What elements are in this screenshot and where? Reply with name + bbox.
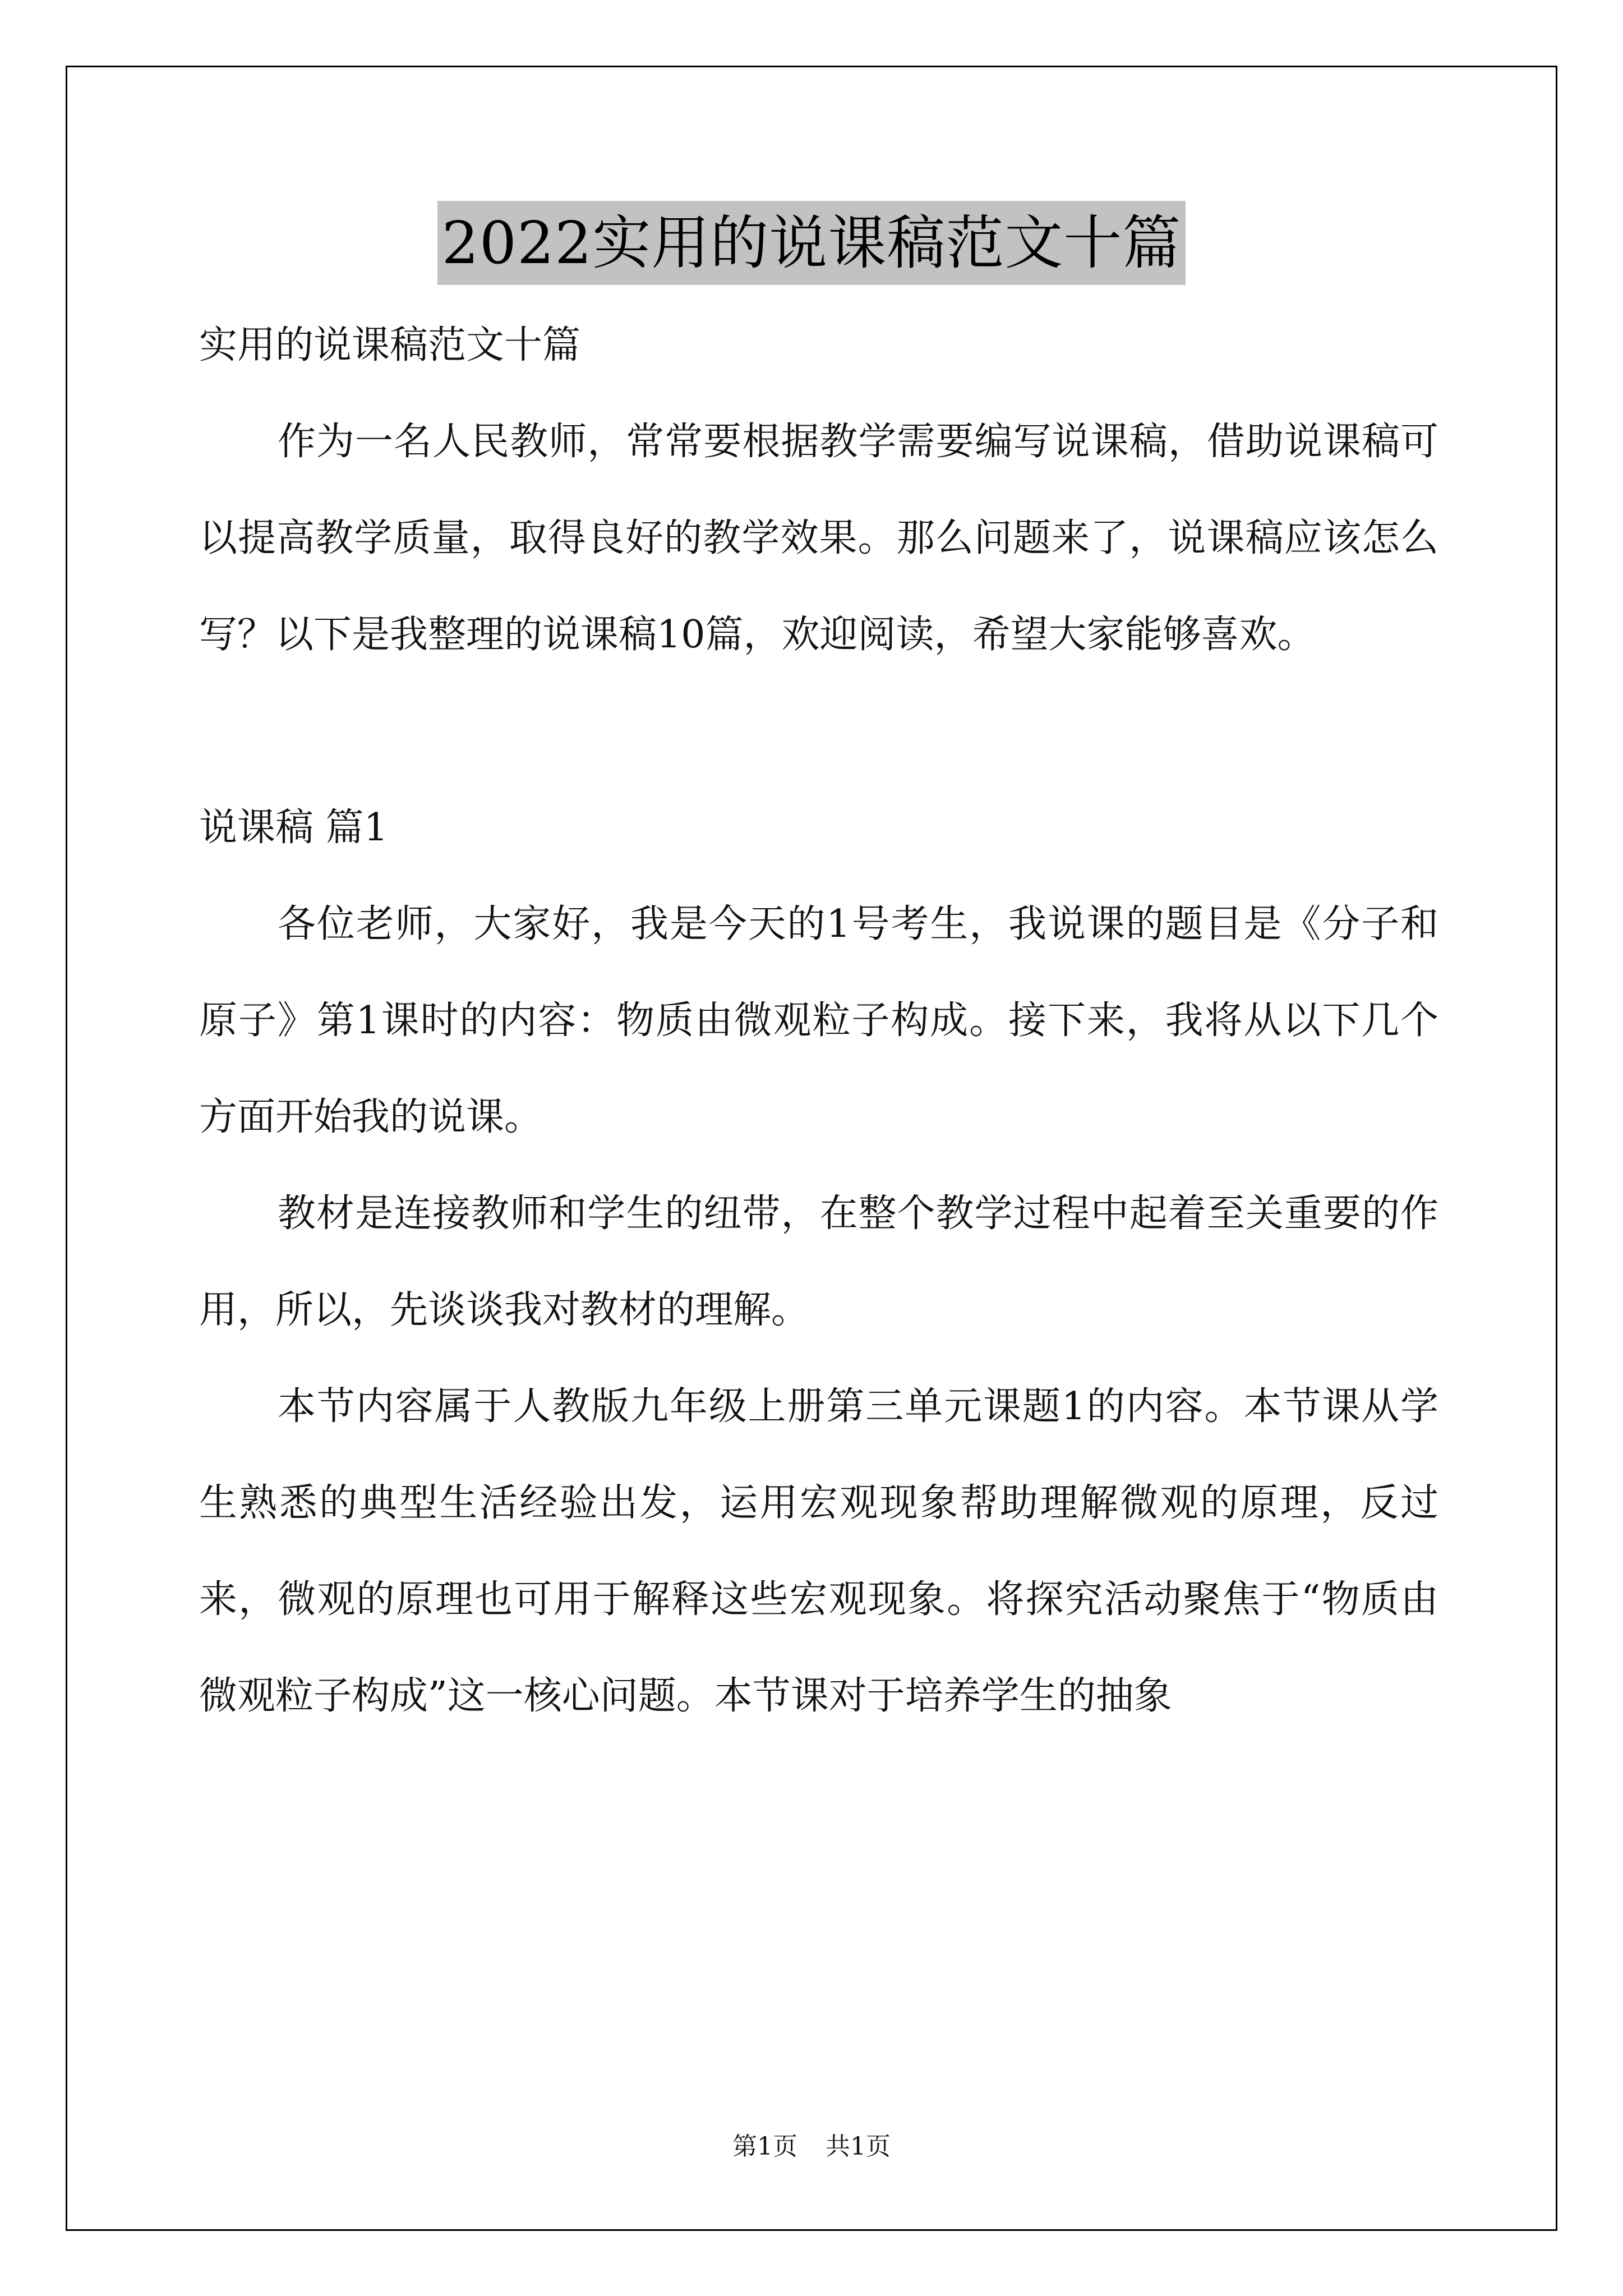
page-number: 第1页: [732, 2132, 797, 2161]
body-paragraph: 本节内容属于人教版九年级上册第三单元课题1的内容。本节课从学生熟悉的典型生活经验出发，运用宏观现象帮助理解微观的原理，反过来，微观的原理也可用于解释这些宏观现象。将探究活动聚焦于“物质由微观粒子构成”这一核心问题。本节课对于培养学生的抽象: [199, 1384, 1438, 1718]
page-footer: [0, 2126, 1623, 2162]
body-paragraph: 各位老师，大家好，我是今天的1号考生，我说课的题目是《分子和原子》第1课时的内容：物质由微观粒子构成。接下来，我将从以下几个方面开始我的说课。: [199, 902, 1438, 1139]
document-subtitle: 实用的说课稿范文十篇: [199, 323, 581, 367]
body-paragraph: 教材是连接教师和学生的纽带，在整个教学过程中起着至关重要的作用，所以，先谈谈我对教材的理解。: [199, 1191, 1438, 1332]
page-total: 共1页: [826, 2132, 891, 2161]
section-spacer: [199, 683, 1438, 780]
intro-paragraph: 作为一名人民教师，常常要根据教学需要编写说课稿，借助说课稿可以提高教学质量，取得良好的教学效果。那么问题来了，说课稿应该怎么写？以下是我整理的说课稿10篇，欢迎阅读，希望大家能够喜欢。: [199, 420, 1438, 657]
title-container: [0, 201, 1623, 285]
document-title: 2022实用的说课稿范文十篇: [437, 201, 1186, 285]
document-body: [199, 297, 1438, 1745]
section-heading: 说课稿 篇1: [199, 806, 388, 850]
